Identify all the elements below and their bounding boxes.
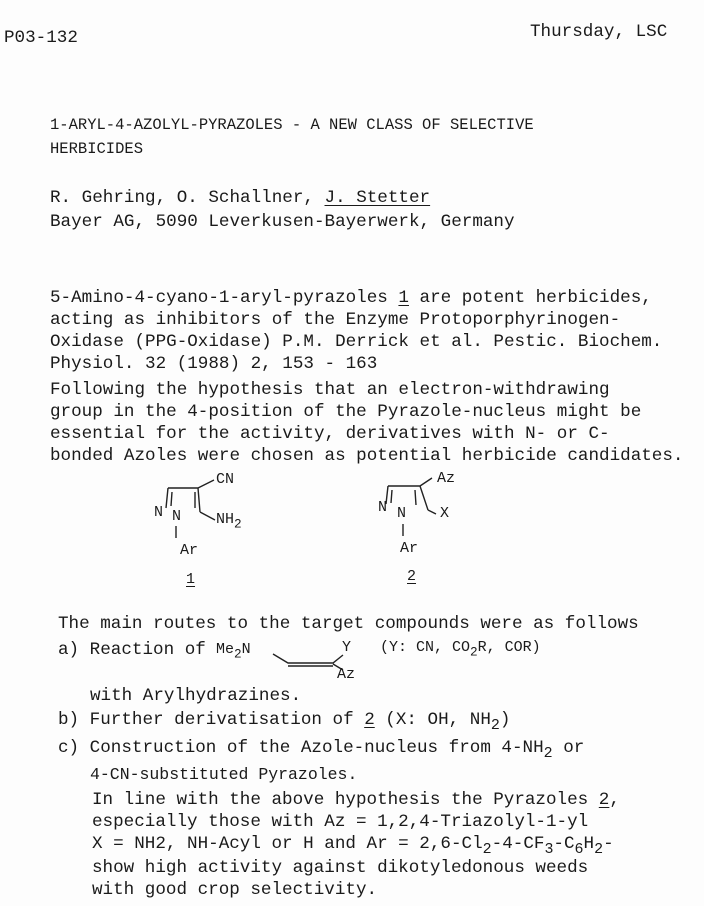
presenting-author: J. Stetter bbox=[324, 188, 431, 208]
route-a-az: Az bbox=[337, 666, 356, 683]
para1-line-3: Oxidase (PPG-Oxidase) P.M. Derrick et al. Pestic. Biochem. bbox=[50, 332, 663, 352]
route-a: a) Reaction of bbox=[58, 640, 206, 660]
route-b: b) Further derivatisation of 2 (X: OH, $NH_2$) bbox=[58, 710, 511, 735]
conclusion-line-2: especially those with Az = 1,2,4-Triazolyl-1-yl bbox=[92, 812, 589, 832]
route-a-cont: with Arylhydrazines. bbox=[90, 686, 302, 706]
conclusion-line-5: with good crop selectivity. bbox=[92, 880, 378, 900]
route-c: c) Construction of the Azole-nucleus from $4-NH_2$ or bbox=[58, 738, 585, 763]
para1-line-4: Physiol. 32 (1988) 2, 153 - 163 bbox=[50, 354, 378, 374]
conclusion-line-1: In line with the above hypothesis the Pyrazoles 2, bbox=[92, 790, 620, 810]
s2-x: X bbox=[440, 505, 450, 522]
s2-n2: N bbox=[397, 505, 407, 522]
para2-line-1: Following the hypothesis that an electron-withdrawing bbox=[50, 380, 610, 400]
author-names: R. Gehring, O. Schallner, bbox=[50, 188, 325, 208]
route-a-conditions: (Y: CN, $CO_2R$, COR) bbox=[380, 639, 541, 660]
para2-line-3: essential for the activity, derivatives with N- or C- bbox=[50, 424, 610, 444]
conclusion-line-4: show high activity against dikotyledonous weeds bbox=[92, 858, 589, 878]
s1-n2: N bbox=[172, 508, 182, 525]
s1-ar: Ar bbox=[180, 542, 199, 559]
conclusion-line-3: X = NH2, NH-Acyl or H and $Ar = 2,6-Cl_2-4-CF_3-C_6H_2-$ bbox=[92, 834, 614, 859]
title-line-2: HERBICIDES bbox=[50, 140, 144, 158]
s1-n1: N bbox=[154, 504, 164, 521]
s2-ar: Ar bbox=[400, 540, 419, 557]
s1-label: 1 bbox=[186, 571, 196, 588]
title-line-1: 1-ARYL-4-AZOLYL-PYRAZOLES - A NEW CLASS OF SELECTIVE bbox=[50, 116, 534, 134]
route-c-cont: 4-CN-substituted Pyrazoles. bbox=[90, 765, 358, 784]
route-a-me2n: $Me_2N$ bbox=[216, 641, 251, 662]
para2-line-2: group in the 4-position of the Pyrazole-nucleus might be bbox=[50, 402, 642, 422]
s2-n1: N bbox=[378, 499, 388, 516]
s2-label: 2 bbox=[407, 568, 417, 585]
session-label: Thursday, LSC bbox=[530, 22, 668, 42]
affiliation: Bayer AG, 5090 Leverkusen-Bayerwerk, Germany bbox=[50, 212, 515, 232]
para1-line-2: acting as inhibitors of the Enzyme Protoporphyrinogen- bbox=[50, 310, 621, 330]
routes-intro: The main routes to the target compounds were as follows bbox=[58, 614, 639, 634]
abstract-code: P03-132 bbox=[4, 28, 78, 48]
s2-az: Az bbox=[437, 470, 456, 487]
para2-line-4: bonded Azoles were chosen as potential herbicide candidates. bbox=[50, 446, 684, 466]
route-a-y: Y bbox=[342, 639, 352, 656]
s1-nh2: $NH_2$ bbox=[216, 511, 242, 532]
para1-line-1: 5-Amino-4-cyano-1-aryl-pyrazoles 1 are potent herbicides, bbox=[50, 288, 652, 308]
s1-cn: CN bbox=[216, 471, 235, 488]
